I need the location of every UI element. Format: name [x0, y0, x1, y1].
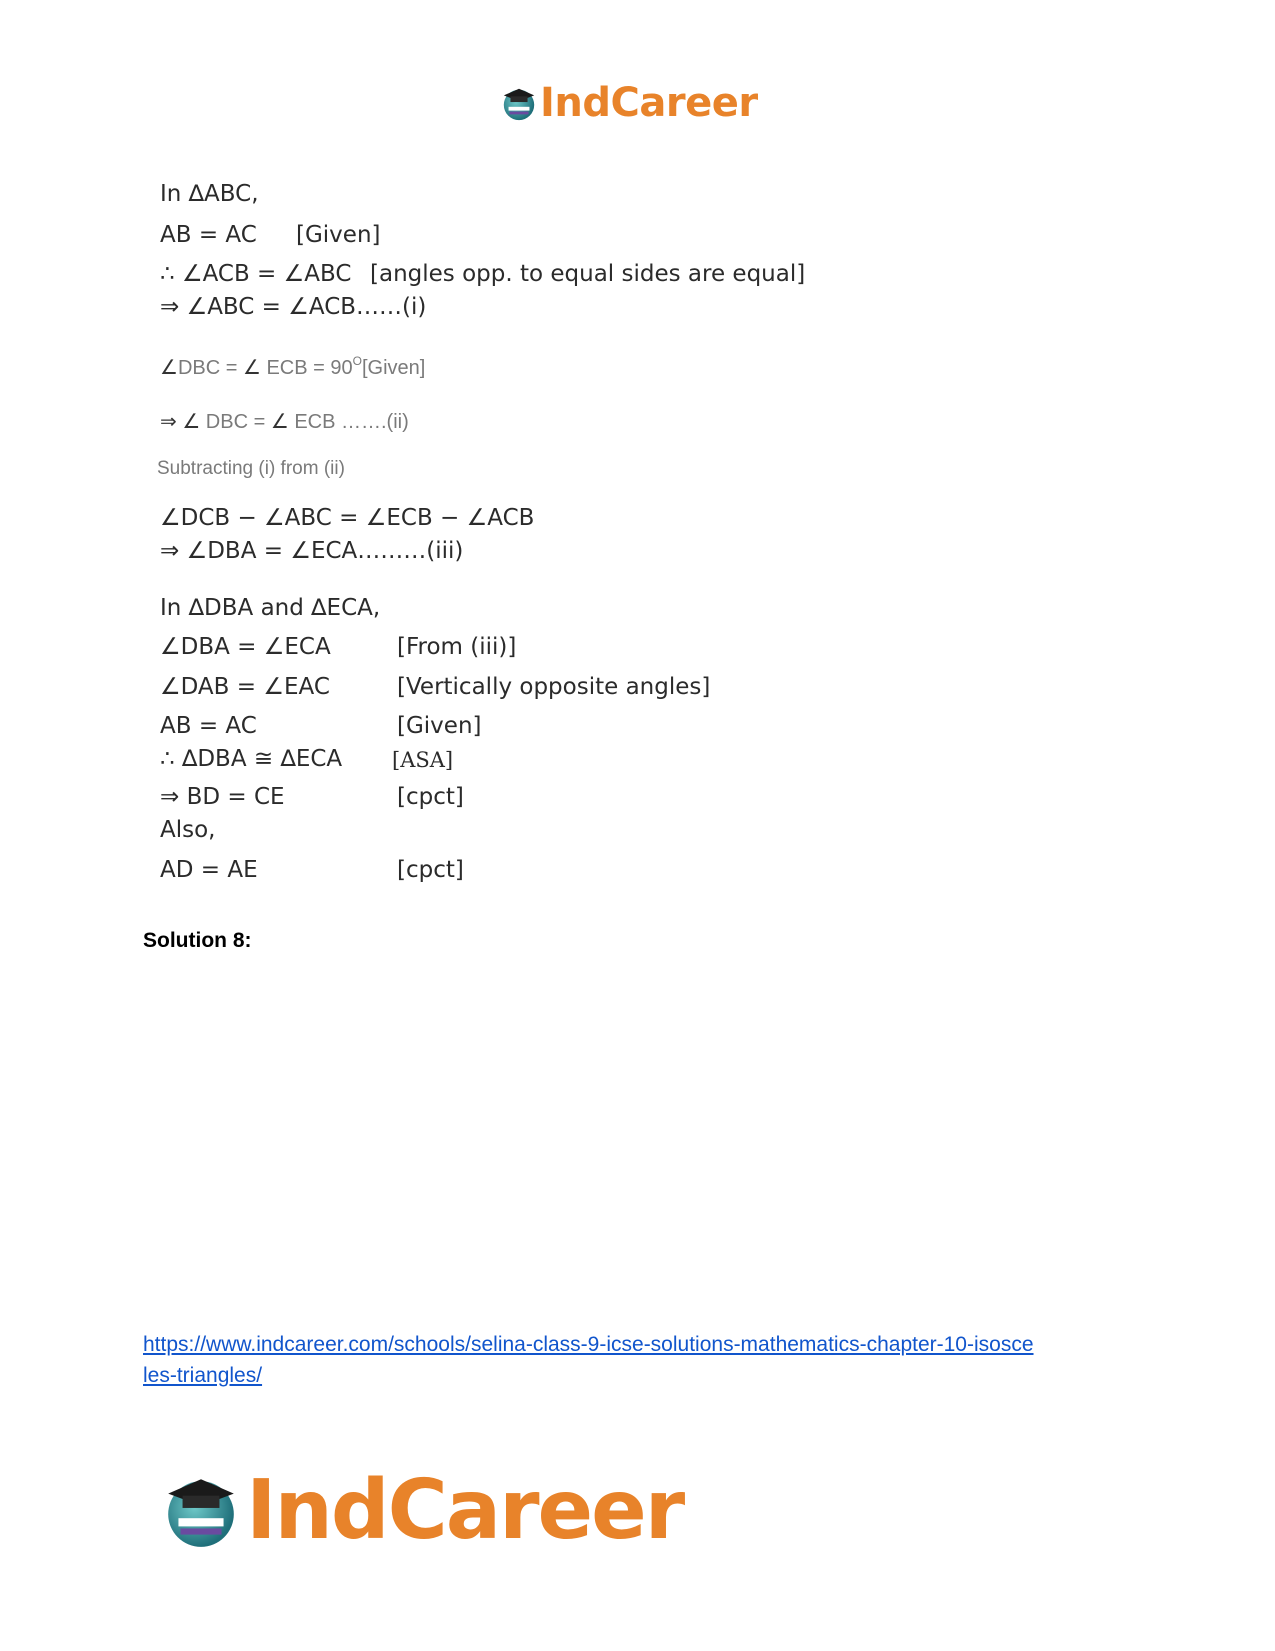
degree-mark: O: [352, 354, 362, 368]
proof-statement: ⇒ BD = CE: [160, 784, 285, 810]
solution-heading: Solution 8:: [143, 929, 252, 952]
proof-line: ⇒ ∠DBA = ∠ECA………(iii): [160, 538, 464, 564]
proof-text: ECB …….(ii): [288, 411, 409, 433]
header-logo: [500, 78, 758, 128]
proof-reason: [cpct]: [397, 784, 464, 810]
proof-statement: ∴ ∆DBA ≅ ∆ECA: [160, 746, 343, 772]
proof-statement: AB = AC: [160, 222, 257, 248]
proof-reason: [angles opp. to equal sides are equal]: [370, 261, 806, 287]
proof-text: DBC =: [177, 357, 243, 379]
proof-reason: [cpct]: [397, 857, 464, 883]
brand-name: IndCareer: [246, 1462, 684, 1558]
proof-note: Subtracting (i) from (ii): [157, 458, 345, 479]
angle-symbol: ∠: [242, 357, 261, 379]
source-link[interactable]: [143, 1329, 1143, 1391]
proof-reason: [Given]: [296, 222, 381, 248]
proof-text: DBC =: [200, 411, 271, 433]
proof-statement: AB = AC: [160, 713, 257, 739]
link-text: https://www.indcareer.com/schools/selina-class-9-icse-solutions-mathematics-chapter-10-isosce: [143, 1333, 1034, 1356]
proof-reason: [Given]: [397, 713, 482, 739]
proof-statement: ∴ ∠ACB = ∠ABC: [160, 261, 352, 287]
brand-name: IndCareer: [540, 80, 758, 126]
proof-line: ∠DCB − ∠ABC = ∠ECB − ∠ACB: [160, 505, 535, 531]
link-text: les-triangles/: [143, 1364, 263, 1387]
implies-angle: ⇒ ∠: [160, 411, 201, 433]
angle-symbol: ∠: [270, 411, 289, 433]
proof-text: ECB = 90: [260, 357, 353, 379]
proof-statement: AD = AE: [160, 857, 258, 883]
proof-reason: [Vertically opposite angles]: [397, 674, 711, 700]
proof-reason: [Given]: [361, 357, 426, 379]
proof-line: In ∆DBA and ∆ECA,: [160, 595, 381, 621]
footer-logo: [160, 1462, 684, 1558]
proof-line-given-angles: [160, 354, 425, 380]
proof-line-equal-angles: [160, 409, 409, 434]
globe-graduation-cap-icon: [160, 1469, 242, 1551]
proof-statement: ∠DBA = ∠ECA: [160, 634, 331, 660]
proof-line: ⇒ ∠ABC = ∠ACB……(i): [160, 294, 427, 320]
proof-reason: [ASA]: [392, 748, 454, 772]
proof-line: In ∆ABC,: [160, 181, 259, 207]
proof-statement: ∠DAB = ∠EAC: [160, 674, 330, 700]
angle-symbol: ∠: [160, 357, 178, 379]
proof-line: Also,: [160, 817, 216, 843]
proof-reason: [From (iii)]: [397, 634, 517, 660]
globe-graduation-cap-icon: [500, 84, 538, 122]
